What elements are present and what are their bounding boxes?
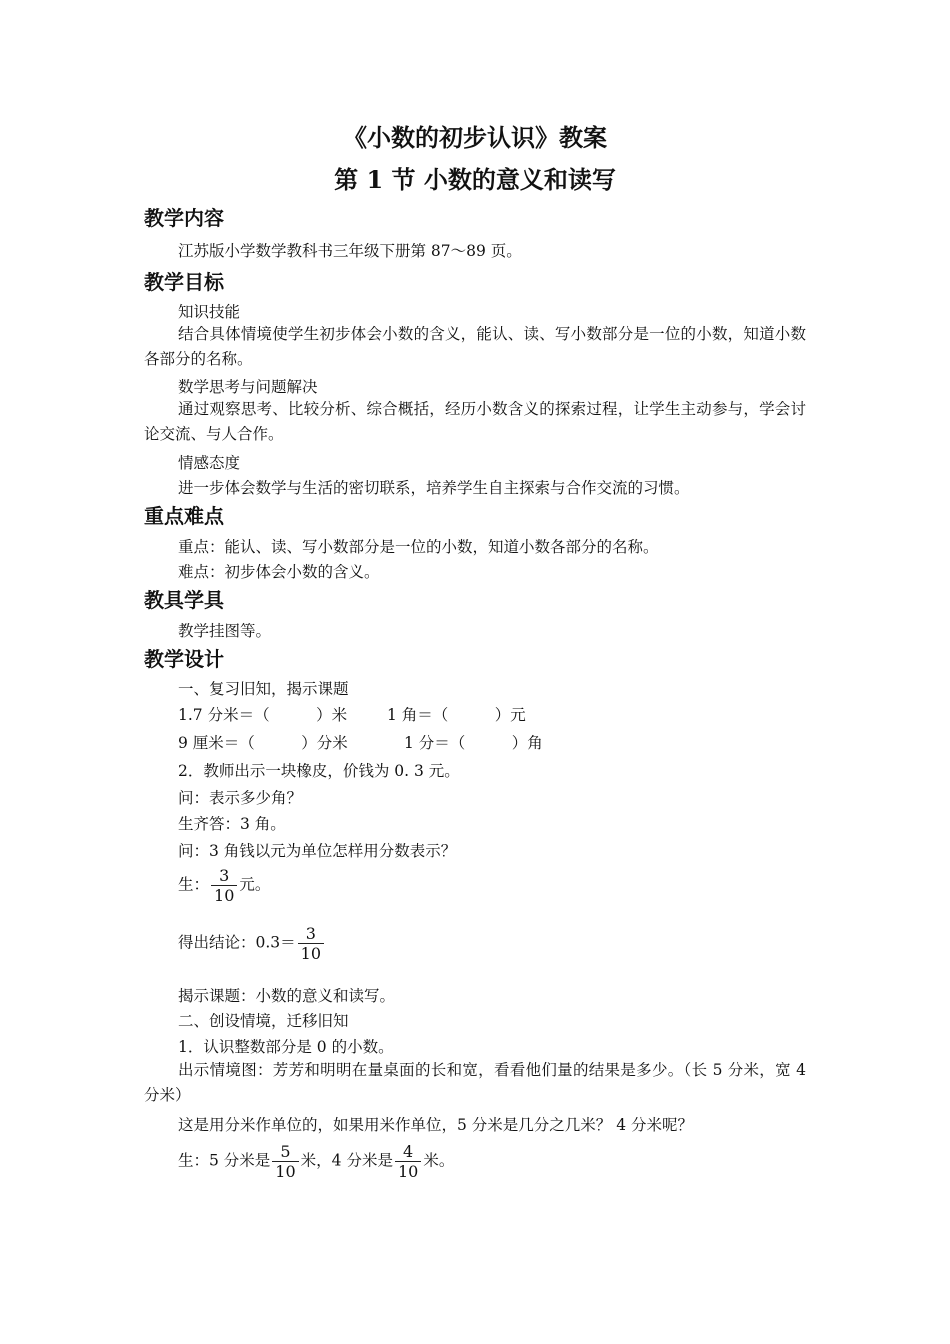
conclusion-prefix: 得出结论：0.3＝ [178, 933, 296, 952]
fraction-denominator: 10 [272, 1161, 298, 1181]
fraction-4-10 [395, 1142, 421, 1181]
fraction-3-10 [211, 866, 237, 905]
question-2: 问：3 角钱以元为单位怎样用分数表示？ [178, 842, 457, 860]
answer-2-prefix: 生： [178, 875, 210, 894]
fill-blank-1a: 1.7 分米＝（ ）米 [178, 706, 348, 724]
document-title: 《小数的初步认识》教案 [343, 123, 607, 152]
question-3: 这是用分米作单位的，如果用米作单位，5 分米是几分之几米？ 4 分米呢？ [178, 1116, 694, 1134]
answer-2 [178, 866, 270, 905]
fraction-denominator: 10 [211, 885, 237, 905]
eraser-line: 2．教师出示一块橡皮，价钱为 0. 3 元。 [178, 762, 460, 780]
answer-3-prefix: 生：5 分米是 [178, 1151, 271, 1170]
step1-title: 一、复习旧知，揭示课题 [178, 680, 349, 698]
difficult-point: 难点：初步体会小数的含义。 [178, 563, 380, 581]
heading-design: 教学设计 [144, 647, 224, 671]
goal-attitude-text: 进一步体会数学与生活的密切联系，培养学生自主探索与合作交流的习惯。 [178, 479, 690, 497]
topic-reveal: 揭示课题：小数的意义和读写。 [178, 987, 396, 1005]
item-1: 1．认识整数部分是 0 的小数。 [178, 1038, 394, 1056]
heading-content: 教学内容 [144, 206, 224, 230]
conclusion [178, 924, 326, 963]
goal-knowledge-label: 知识技能 [178, 303, 241, 321]
fraction-numerator: 4 [403, 1142, 414, 1161]
heading-goals: 教学目标 [144, 270, 224, 294]
goal-knowledge-text: 结合具体情境使学生初步体会小数的含义，能认、读、写小数部分是一位的小数，知道小数各部分的名称。 [144, 325, 806, 368]
fraction-numerator: 5 [280, 1142, 291, 1161]
fraction-denominator: 10 [298, 943, 324, 963]
fraction-numerator: 3 [305, 924, 316, 943]
goal-attitude-label: 情感态度 [178, 454, 241, 472]
goal-thinking-label: 数学思考与问题解决 [178, 378, 318, 396]
tools-text: 教学挂图等。 [178, 622, 272, 640]
step2-title: 二、创设情境，迁移旧知 [178, 1012, 349, 1030]
scene-description: 出示情境图：芳芳和明明在量桌面的长和宽，看看他们量的结果是多少。（长 5 分米，宽 4 分米） [144, 1061, 806, 1104]
heading-tools: 教具学具 [144, 588, 224, 612]
fraction-numerator: 3 [219, 866, 230, 885]
fraction-5-10 [272, 1142, 298, 1181]
answer-2-suffix: 元。 [239, 875, 271, 894]
goal-thinking-text: 通过观察思考、比较分析、综合概括，经历小数含义的探索过程，让学生主动参与，学会讨论交流、与人合作。 [144, 400, 806, 443]
key-point: 重点：能认、读、写小数部分是一位的小数，知道小数各部分的名称。 [178, 538, 659, 556]
document-subtitle: 第 1 节 小数的意义和读写 [334, 165, 616, 194]
answer-1: 生齐答：3 角。 [178, 815, 286, 833]
question-1: 问：表示多少角？ [178, 789, 303, 807]
fill-blank-2a: 9 厘米＝（ ）分米 [178, 734, 348, 752]
fill-blank-2b: 1 分＝（ ）角 [404, 734, 543, 752]
answer-3-mid: 米，4 分米是 [300, 1151, 393, 1170]
fill-blank-1b: 1 角＝（ ）元 [387, 706, 526, 724]
fraction-3-10 [298, 924, 324, 963]
answer-3-suffix: 米。 [423, 1151, 455, 1170]
heading-key-points: 重点难点 [144, 504, 224, 528]
answer-3 [178, 1142, 454, 1181]
fraction-denominator: 10 [395, 1161, 421, 1181]
content-text: 江苏版小学数学教科书三年级下册第 87～89 页。 [178, 242, 522, 260]
